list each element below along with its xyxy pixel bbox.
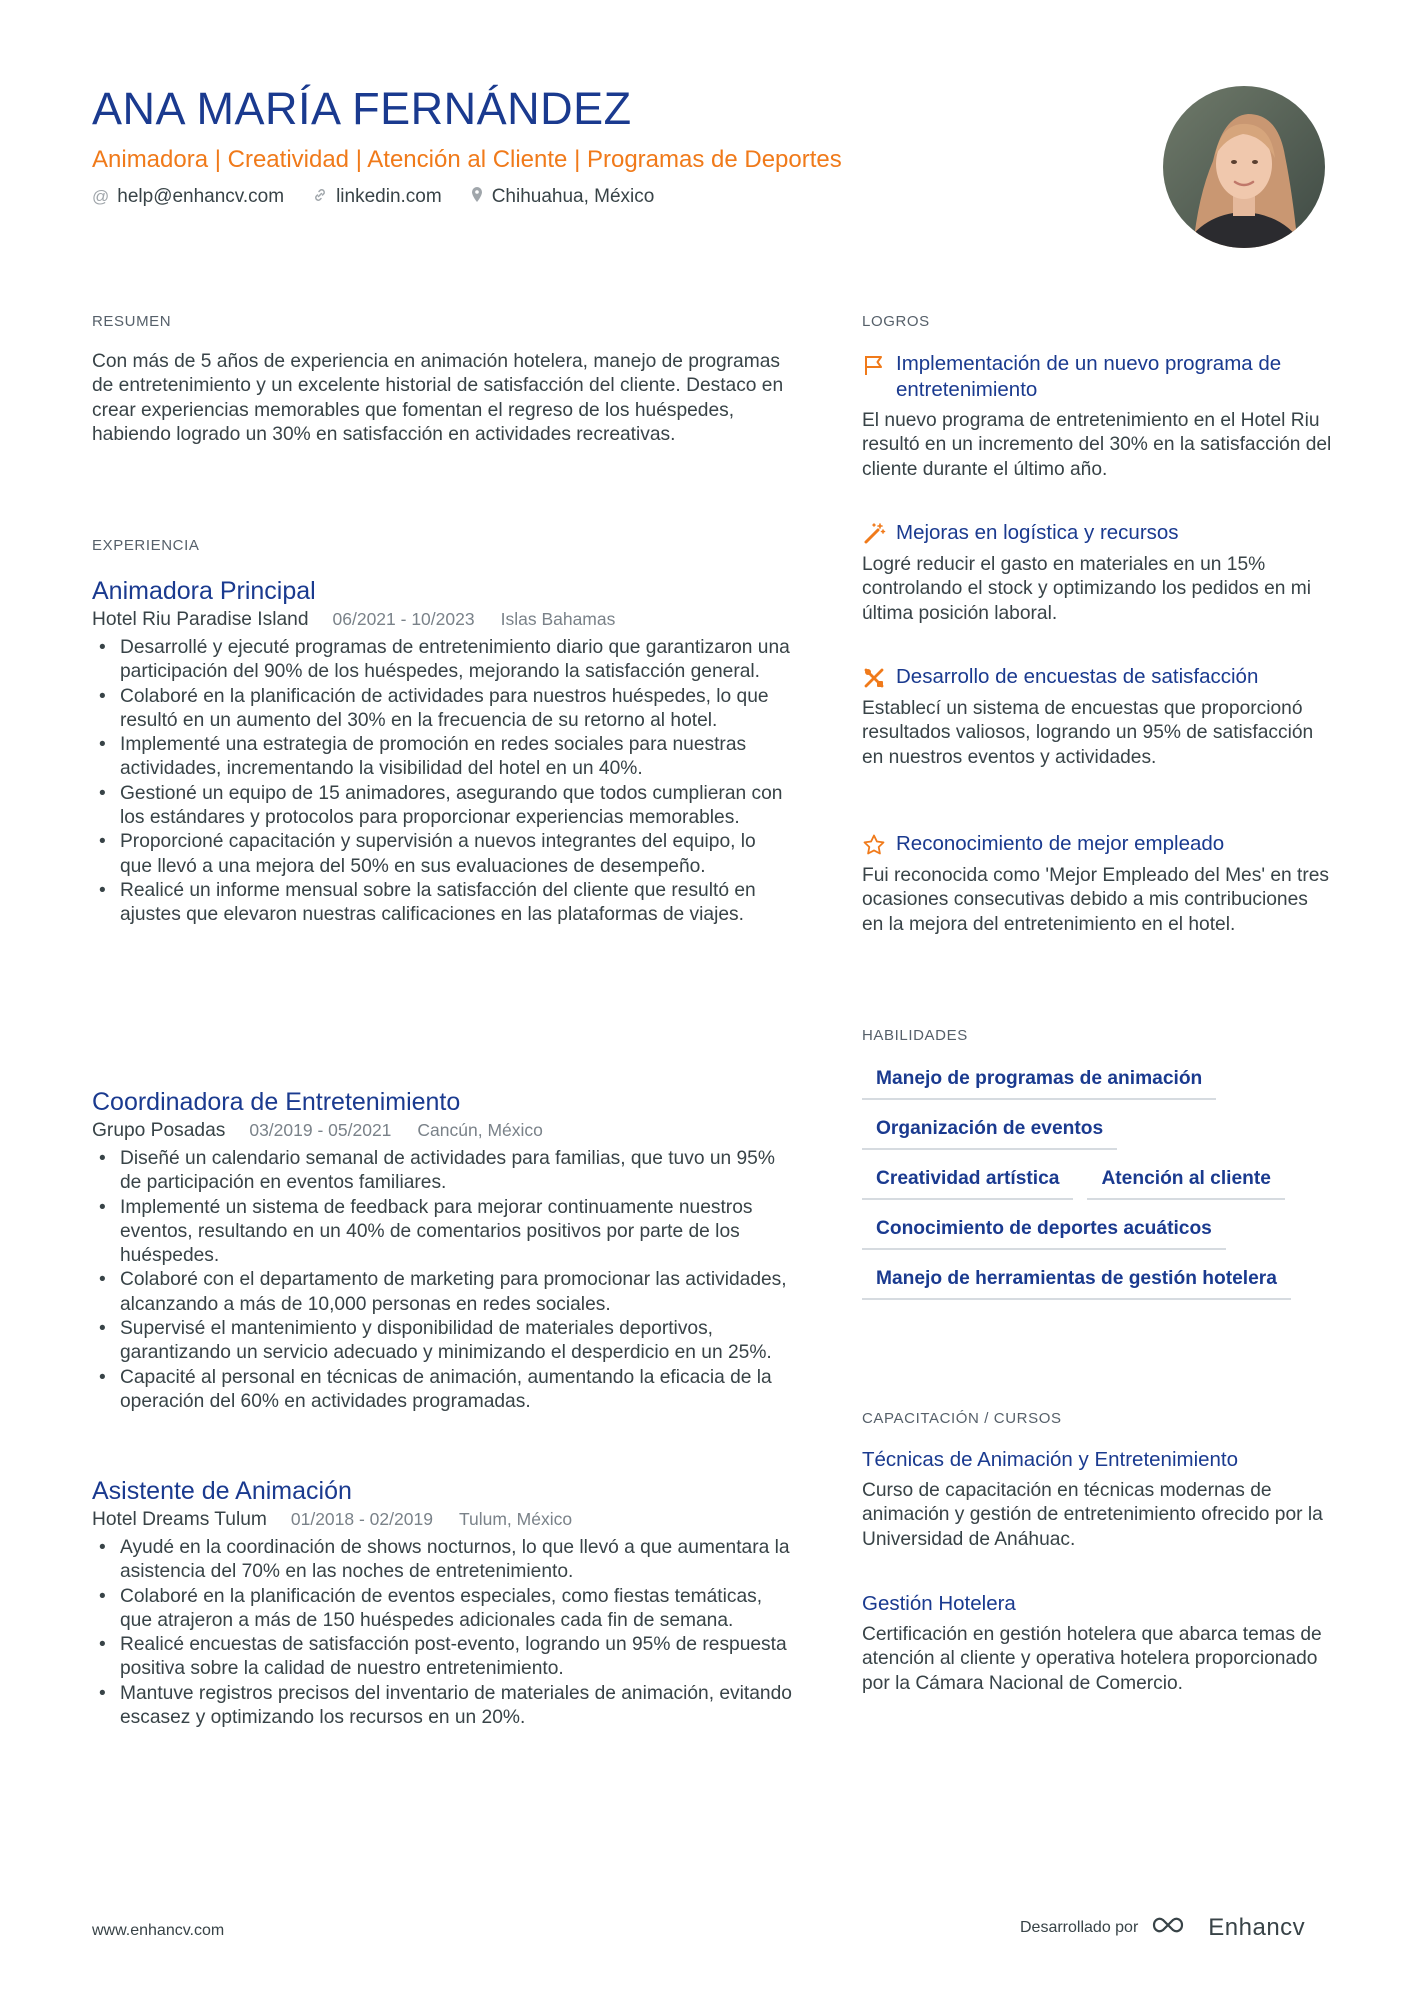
achievement-title: Reconocimiento de mejor empleado [896, 832, 1225, 855]
job-entry [92, 576, 792, 928]
tagline: Animadora | Creatividad | Atención al Cliente | Programas de Deportes [92, 146, 842, 173]
job-title: Asistente de Animación [92, 1477, 352, 1505]
job-title: Animadora Principal [92, 577, 316, 605]
magic-wand-icon [862, 522, 886, 546]
contact-email[interactable] [92, 186, 284, 208]
profile-photo [1163, 86, 1325, 248]
course-desc: Certificación en gestión hotelera que abarca temas de atención al cliente y operativa hotelera proporcionado por la Cámara Nacional de Comercio. [862, 1624, 1322, 1694]
summary-heading: RESUMEN [92, 313, 172, 330]
job-bullet: • Implementé una estrategia de promoción en redes sociales para nuestras actividades, incrementando la visibilidad del hotel en un 40%. [92, 733, 792, 782]
location-text: Chihuahua, México [491, 186, 655, 207]
job-entry [92, 1476, 792, 1730]
at-icon: @ [92, 187, 110, 206]
skill-tag: Conocimiento de deportes acuáticos [862, 1217, 1226, 1250]
course-title: Gestión Hotelera [862, 1592, 1016, 1615]
footer-branding [1020, 1912, 1305, 1943]
job-bullet: • Proporcioné capacitación y supervisión a nuevos integrantes del equipo, lo que llevó a una mejora del 50% en sus evaluaciones de desempeño. [92, 830, 792, 879]
contact-location [470, 186, 655, 208]
skill-tag: Organización de eventos [862, 1117, 1117, 1150]
achievement-desc: Fui reconocida como 'Mejor Empleado del Mes' en tres ocasiones consecutivas debido a mis contribuciones en la mejora del entretenimiento en el hotel. [862, 865, 1329, 935]
summary-text: Con más de 5 años de experiencia en animación hotelera, manejo de programas de entretenimiento y un excelente historial de satisfacción del cliente. Destaco en crear experiencias memorables que fomentan el regreso de los huéspedes, habiendo logrado un 30% en satisfacción en actividades recreativas. [92, 351, 784, 445]
job-bullets [92, 1147, 792, 1414]
location-pin-icon [470, 186, 484, 208]
job-bullet: • Implementé un sistema de feedback para mejorar continuamente nuestros eventos, resultando en un 40% de comentarios positivos por parte de los huéspedes. [92, 1196, 792, 1269]
course-item [862, 1591, 1342, 1696]
achievement-desc: Logré reducir el gasto en materiales en un 15% controlando el stock y optimizando los pedidos en mi última posición laboral. [862, 554, 1312, 624]
linkedin-text: linkedin.com [336, 186, 442, 207]
job-bullet: • Diseñé un calendario semanal de actividades para familias, que tuvo un 95% de participación en eventos familiares. [92, 1147, 792, 1196]
experience-heading: EXPERIENCIA [92, 537, 200, 554]
powered-by-text: Desarrollado por [1020, 1918, 1139, 1936]
job-bullet: • Colaboré en la planificación de actividades para nuestros huéspedes, lo que resultó en un aumento del 30% en la frecuencia de su retorno al hotel. [92, 685, 792, 734]
achievement-title: Desarrollo de encuestas de satisfacción [896, 665, 1259, 688]
achievement-item [862, 664, 1332, 770]
achievements-heading: LOGROS [862, 313, 930, 330]
job-title: Coordinadora de Entretenimiento [92, 1088, 461, 1116]
job-bullet: • Ayudé en la coordinación de shows nocturnos, lo que llevó a que aumentara la asistencia del 70% en las noches de entretenimiento. [92, 1536, 792, 1585]
job-bullet: • Gestioné un equipo de 15 animadores, asegurando que todos cumplieran con los estándares y protocolos para proporcionar experiencias memorables. [92, 782, 792, 831]
brand-name: Enhancv [1208, 1913, 1306, 1941]
job-dates: 06/2021 - 10/2023 [332, 609, 475, 629]
courses-heading: CAPACITACIÓN / CURSOS [862, 1410, 1062, 1427]
skills-list [862, 1067, 1332, 1317]
achievement-item [862, 831, 1332, 937]
contact-info [92, 186, 654, 208]
job-bullet: • Colaboré en la planificación de eventos especiales, como fiestas temáticas, que atrajeron a más de 150 huéspedes adicionales cada fin de semana. [92, 1585, 792, 1634]
flag-icon [862, 353, 886, 377]
achievement-desc: El nuevo programa de entretenimiento en el Hotel Riu resultó en un incremento del 30% en la satisfacción del cliente durante el último año. [862, 410, 1332, 480]
job-bullet: • Mantuve registros precisos del inventario de materiales de animación, evitando escasez y optimizando los recursos en un 20%. [92, 1682, 792, 1731]
skill-tag: Manejo de herramientas de gestión hotelera [862, 1267, 1291, 1300]
job-location: Cancún, México [417, 1120, 543, 1140]
skill-tag: Manejo de programas de animación [862, 1067, 1216, 1100]
email-text: help@enhancv.com [117, 186, 285, 207]
achievement-item [862, 520, 1332, 626]
job-bullet: • Desarrollé y ejecuté programas de entretenimiento diario que garantizaron una participación del 90% de los huéspedes, mejorando la satisfacción general. [92, 636, 792, 685]
skill-tag: Creatividad artística [862, 1167, 1073, 1200]
job-dates: 01/2018 - 02/2019 [290, 1509, 433, 1529]
footer-website[interactable]: www.enhancv.com [92, 1922, 225, 1939]
course-item [862, 1447, 1342, 1552]
job-bullet: • Realicé encuestas de satisfacción post-evento, logrando un 95% de respuesta positiva sobre la calidad de nuestro entretenimiento. [92, 1633, 792, 1682]
job-dates: 03/2019 - 05/2021 [249, 1120, 392, 1140]
course-desc: Curso de capacitación en técnicas modernas de animación y gestión de entretenimiento ofrecido por la Universidad de Anáhuac. [862, 1480, 1323, 1550]
candidate-name: ANA MARÍA FERNÁNDEZ [92, 83, 632, 134]
star-icon [862, 833, 886, 857]
achievement-title: Mejoras en logística y recursos [896, 521, 1179, 544]
job-company: Grupo Posadas [92, 1120, 226, 1141]
job-entry [92, 1087, 792, 1414]
contact-linkedin[interactable] [312, 186, 442, 208]
tools-icon [862, 666, 886, 690]
skill-tag: Atención al cliente [1087, 1167, 1285, 1200]
achievement-desc: Establecí un sistema de encuestas que proporcionó resultados valiosos, logrando un 95% de satisfacción en nuestros eventos y actividades. [862, 698, 1314, 768]
job-company: Hotel Riu Paradise Island [92, 609, 309, 630]
job-bullets [92, 636, 792, 928]
job-bullet: • Capacité al personal en técnicas de animación, aumentando la eficacia de la operación del 60% en actividades programadas. [92, 1366, 792, 1415]
achievement-item [862, 351, 1332, 482]
link-icon [312, 187, 328, 208]
course-title: Técnicas de Animación y Entretenimiento [862, 1448, 1239, 1471]
job-company: Hotel Dreams Tulum [92, 1509, 267, 1530]
job-bullet: • Supervisé el mantenimiento y disponibilidad de materiales deportivos, garantizando un servicio adecuado y minimizando el desperdicio en un 25%. [92, 1317, 792, 1366]
job-bullet: • Colaboré con el departamento de marketing para promocionar las actividades, alcanzando a más de 10,000 personas en redes sociales. [92, 1268, 792, 1317]
job-location: Tulum, México [458, 1509, 573, 1529]
enhancv-logo-icon [1150, 1912, 1196, 1943]
skills-heading: HABILIDADES [862, 1027, 968, 1044]
job-bullet: • Realicé un informe mensual sobre la satisfacción del cliente que resultó en ajustes que elevaron nuestras calificaciones en las plataformas de viajes. [92, 879, 792, 928]
job-location: Islas Bahamas [500, 609, 616, 629]
job-bullets [92, 1536, 792, 1730]
achievement-title: Implementación de un nuevo programa de entretenimiento [896, 352, 1282, 401]
